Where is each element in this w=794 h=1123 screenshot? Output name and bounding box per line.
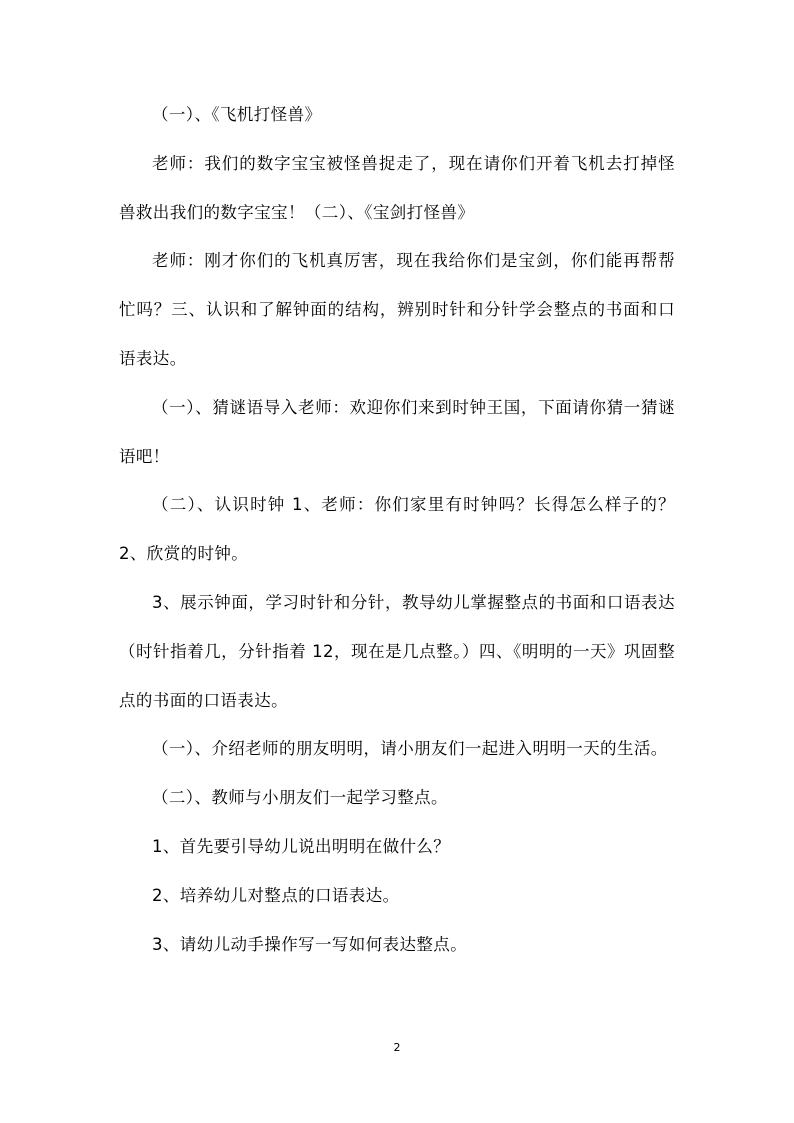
paragraph: （一）、介绍老师的朋友明明，请小朋友们一起进入明明一天的生活。: [152, 739, 668, 759]
paragraph: （一）、《飞机打怪兽》: [152, 105, 322, 124]
paragraph: （一）、猜谜语导入老师：欢迎你们来到时钟王国，下面请你猜一猜谜语吧！: [119, 397, 675, 466]
document-body: [119, 91, 675, 969]
paragraph: 3、展示钟面，学习时针和分针，教导幼儿掌握整点的书面和口语表达（时针指着几，分针指着 12，现在是几点整。）四、《明明的一天》巩固整点的书面的口语表达。: [119, 592, 675, 710]
paragraph: 老师：刚才你们的飞机真厉害，现在我给你们是宝剑，你们能再帮帮忙吗？三、认识和了解钟面的结构，辨别时针和分针学会整点的书面和口语表达。: [119, 251, 675, 368]
paragraph: 老师：我们的数字宝宝被怪兽捉走了，现在请你们开着飞机去打掉怪兽救出我们的数字宝宝！（二）、《宝剑打怪兽》: [119, 153, 675, 222]
paragraph: （二）、教师与小朋友们一起学习整点。: [152, 788, 448, 808]
page-number: 2: [393, 1041, 401, 1054]
paragraph: 2、培养幼儿对整点的口语表达。: [152, 885, 400, 905]
paragraph: （二）、认识时钟 1、老师：你们家里有时钟吗？长得怎么样子的？2、欣赏的时钟。: [119, 495, 675, 564]
paragraph: 1、首先要引导幼儿说出明明在做什么？: [152, 836, 451, 856]
paragraph: 3、请幼儿动手操作写一写如何表达整点。: [152, 934, 468, 954]
